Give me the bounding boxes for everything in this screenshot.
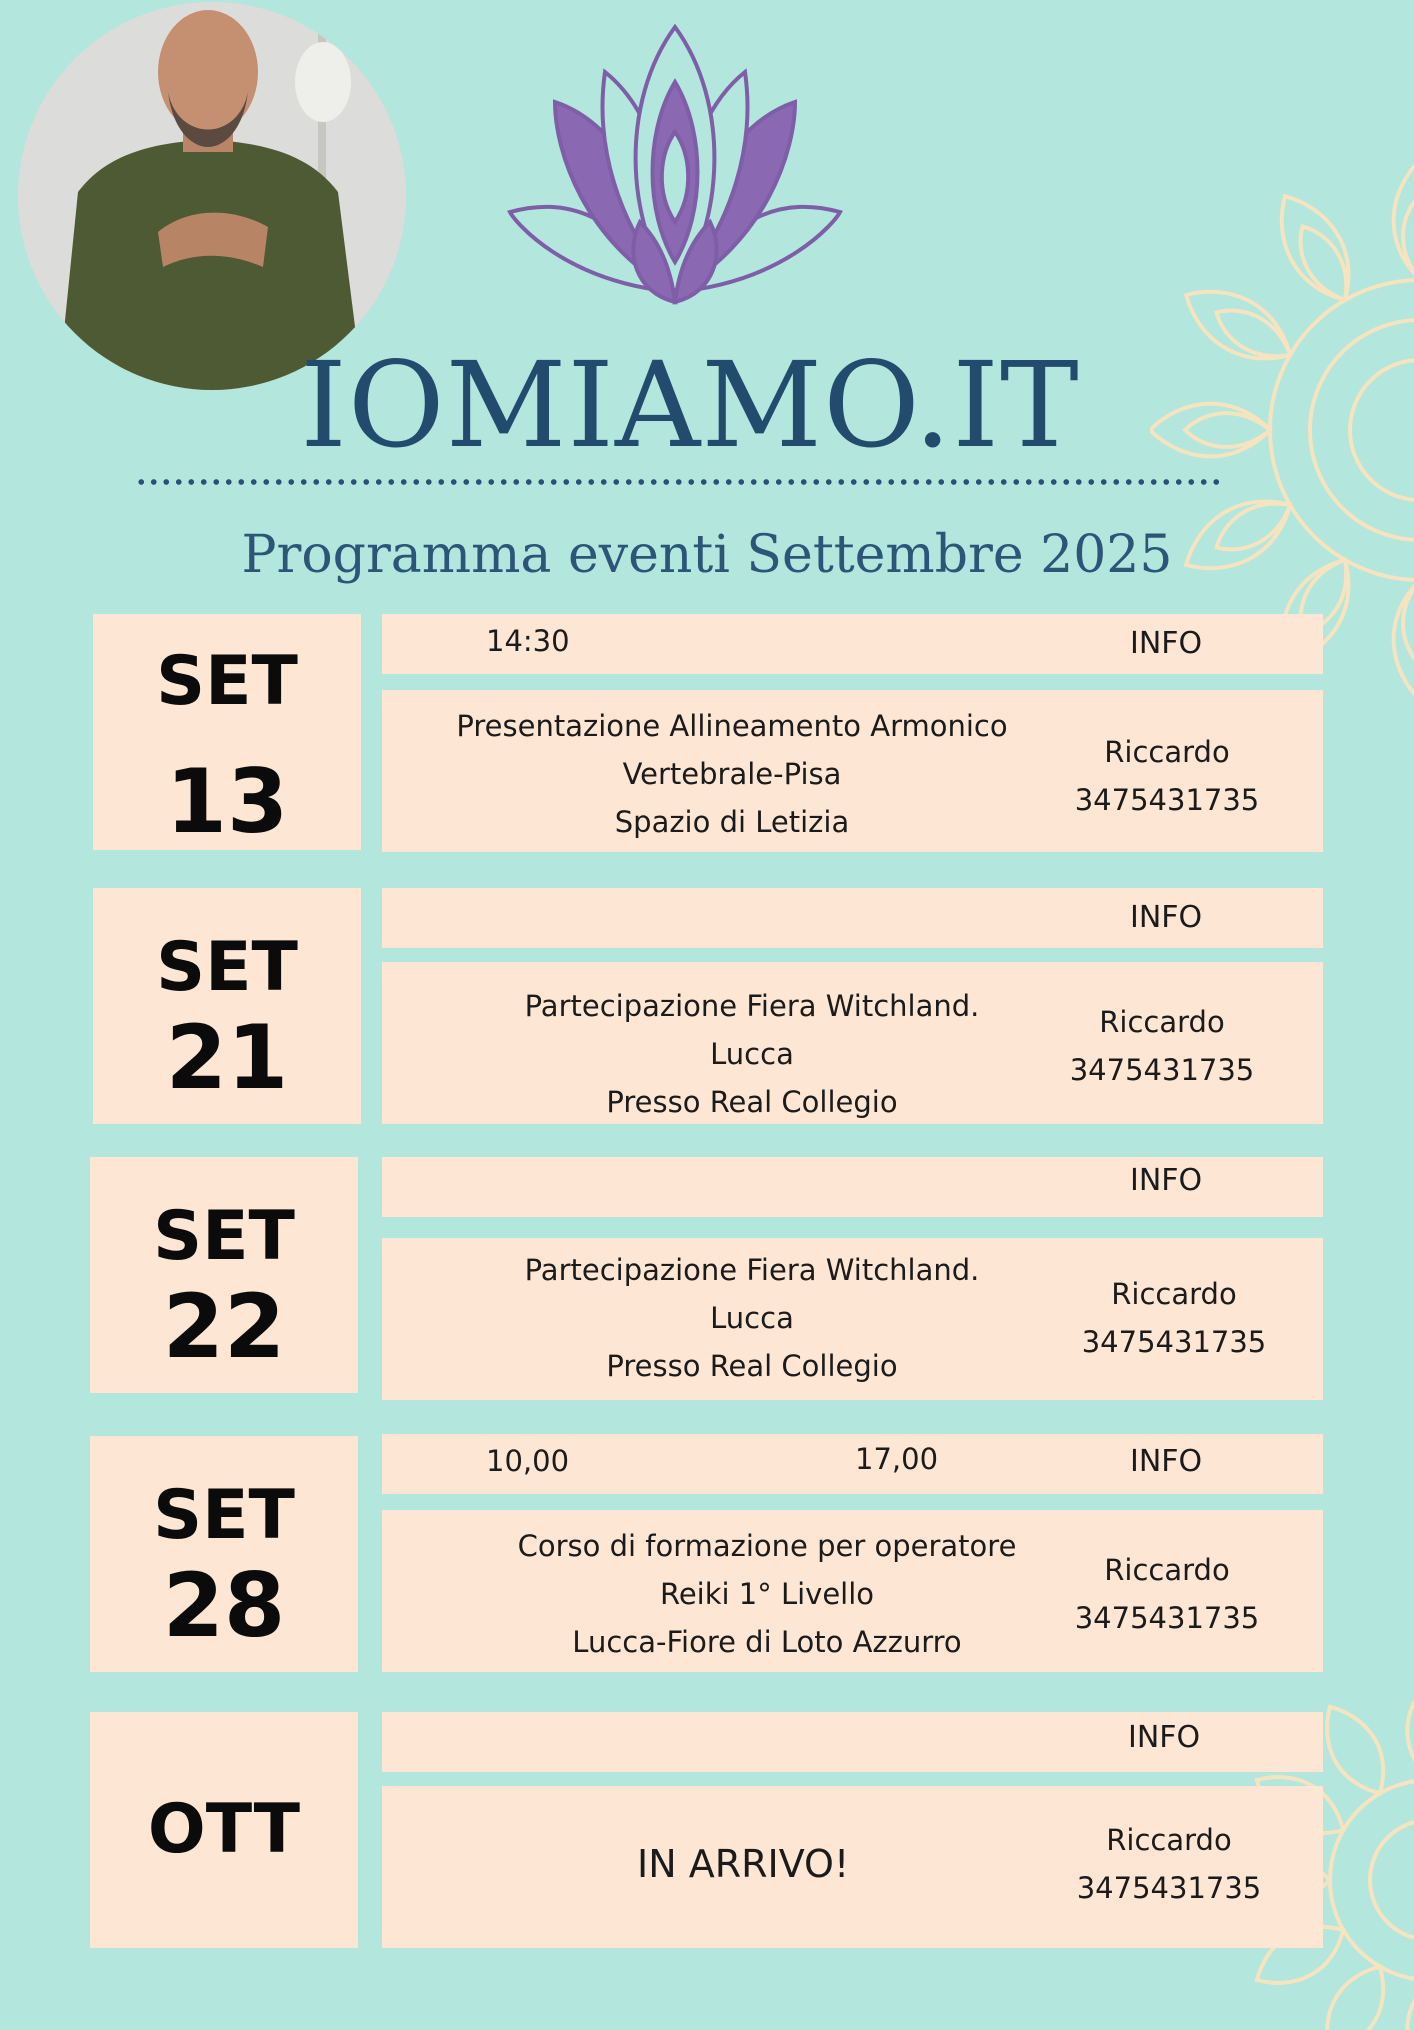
page-title: IOMIAMO.IT <box>300 336 1080 474</box>
contact-name: Riccardo <box>1099 1005 1225 1039</box>
event-time-bar <box>382 1712 1323 1772</box>
event-line: Presso Real Collegio <box>606 1349 898 1383</box>
event-line: Partecipazione Fiera Witchland. <box>524 989 980 1023</box>
lotus-logo-icon <box>505 22 845 312</box>
contact-phone: 3475431735 <box>1069 1053 1255 1087</box>
event-contact <box>1067 998 1257 1094</box>
event-time-start: 10,00 <box>486 1444 570 1478</box>
event-contact <box>1072 1546 1262 1642</box>
event-line: Partecipazione Fiera Witchland. <box>524 1253 980 1287</box>
info-label: INFO <box>1128 1720 1201 1755</box>
event-month: OTT <box>147 1790 301 1869</box>
event-time-end: 17,00 <box>855 1442 939 1476</box>
event-day: 22 <box>162 1275 286 1378</box>
event-line: Corso di formazione per operatore <box>517 1529 1017 1563</box>
event-line: Lucca-Fiore di Loto Azzurro <box>572 1625 962 1659</box>
contact-name: Riccardo <box>1104 735 1230 769</box>
event-line: Lucca <box>710 1301 794 1335</box>
event-date-box <box>90 1157 358 1393</box>
event-date-box <box>93 614 361 853</box>
dotted-divider <box>135 478 1225 486</box>
event-description <box>452 702 1012 846</box>
info-label: INFO <box>1130 900 1203 935</box>
event-details-box <box>382 1786 1323 1948</box>
event-month: SET <box>156 928 298 1007</box>
event-line: Reiki 1° Livello <box>659 1577 875 1611</box>
page-subtitle: Programma eventi Settembre 2025 <box>241 525 1173 585</box>
contact-phone: 3475431735 <box>1076 1871 1262 1905</box>
event-description <box>452 1246 1052 1390</box>
contact-phone: 3475431735 <box>1074 783 1260 817</box>
event-time-start: 14:30 <box>486 624 570 658</box>
event-line: Spazio di Letizia <box>614 805 850 839</box>
contact-name: Riccardo <box>1106 1823 1232 1857</box>
event-contact <box>1072 728 1262 824</box>
info-label: INFO <box>1130 1444 1203 1479</box>
event-details-box <box>382 690 1323 852</box>
event-day: 28 <box>162 1554 286 1657</box>
event-description <box>452 982 1052 1126</box>
event-details-box <box>382 1238 1323 1400</box>
info-label: INFO <box>1130 626 1203 661</box>
event-time-bar <box>382 614 1323 674</box>
event-month: SET <box>153 1197 295 1276</box>
event-day: 13 <box>165 750 289 853</box>
contact-name: Riccardo <box>1111 1277 1237 1311</box>
event-time-bar <box>382 1157 1323 1217</box>
event-date-box <box>90 1712 358 1948</box>
contact-phone: 3475431735 <box>1081 1325 1267 1359</box>
event-time-bar <box>382 888 1323 948</box>
event-date-box <box>93 888 361 1124</box>
event-line: Lucca <box>710 1037 794 1071</box>
event-line: Presentazione Allineamento Armonico <box>456 709 1008 743</box>
contact-name: Riccardo <box>1104 1553 1230 1587</box>
event-date-box <box>90 1436 358 1672</box>
event-details-box <box>382 962 1323 1124</box>
event-details-box <box>382 1510 1323 1672</box>
event-coming-soon: IN ARRIVO! <box>637 1842 850 1886</box>
event-contact <box>1074 1816 1264 1912</box>
event-line: Presso Real Collegio <box>606 1085 898 1119</box>
event-month: SET <box>156 642 298 721</box>
event-description <box>472 1522 1062 1666</box>
event-line: Vertebrale-Pisa <box>622 757 842 791</box>
event-month: SET <box>153 1476 295 1555</box>
event-contact <box>1079 1270 1269 1366</box>
contact-phone: 3475431735 <box>1074 1601 1260 1635</box>
info-label: INFO <box>1130 1163 1203 1198</box>
event-day: 21 <box>165 1006 289 1109</box>
event-time-bar <box>382 1434 1323 1494</box>
